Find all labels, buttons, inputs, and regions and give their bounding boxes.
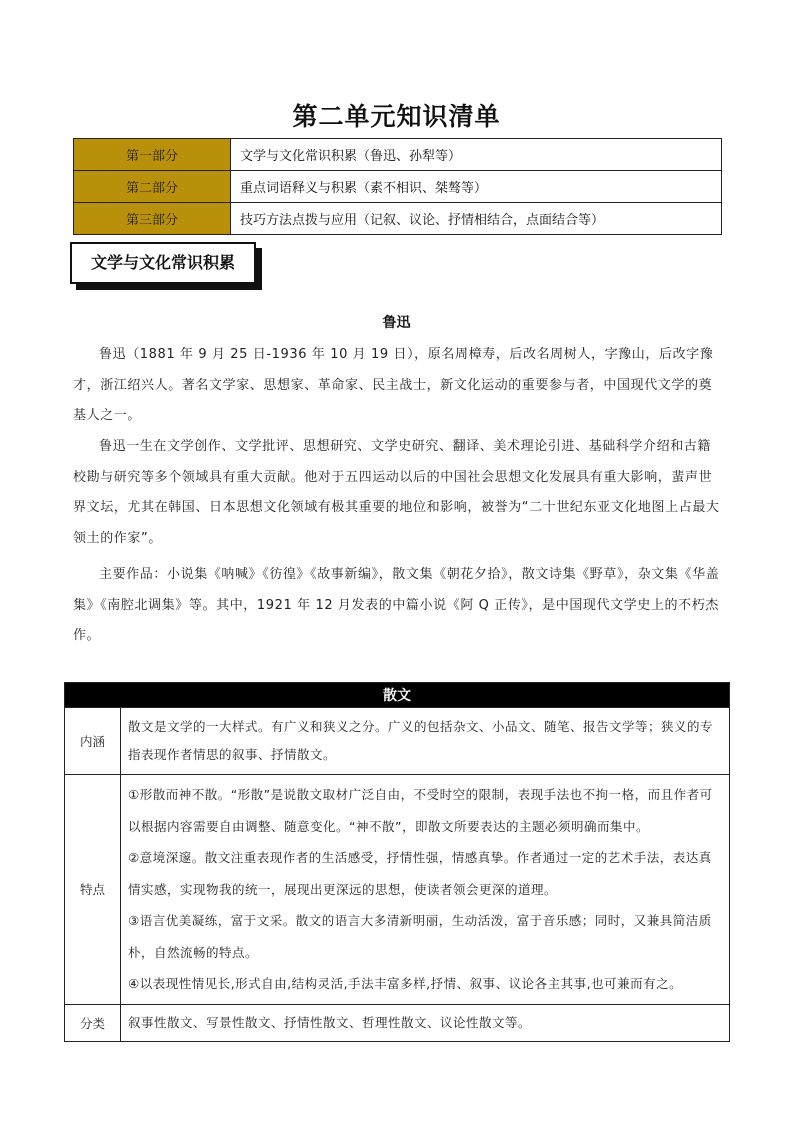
row-label-intro: 内涵 [65,708,121,775]
section-banner [70,242,264,292]
row-text-types: 叙事性散文、写景性散文、抒情性散文、哲理性散文、议论性散文等。 [121,1004,730,1041]
toc-row [74,139,722,171]
author-name: 鲁迅 [382,315,411,331]
section-title: 文学与文化常识积累 [90,253,235,272]
author-works-paragraph: 主要作品：小说集《呐喊》《彷徨》《故事新编》，散文集《朝花夕拾》，散文诗集《野草》，杂文集《华盖集》《南腔北调集》等。其中，1921 年 12 月发表的中篇小说《阿 Q 正传》，是中国现代文学史上的不朽杰作。 [73,567,720,643]
prose-row-features [65,775,730,1005]
feature-item: ②意境深邃。散文注重表现作者的生活感受，抒情性强，情感真挚。作者通过一定的艺术手法，表达真情实感，实现物我的统一，展现出更深远的思想，使读者领会更深的道理。 [128,850,712,897]
toc-label: 第三部分 [74,203,231,235]
author-contribution-paragraph: 鲁迅一生在文学创作、文学批评、思想研究、文学史研究、翻译、美术理论引进、基础科学介绍和古籍校勘与研究等多个领域具有重大贡献。他对于五四运动以后的中国社会思想文化发展具有重大影响，蜚声世界文坛，尤其在韩国、日本思想文化领域有极其重要的地位和影响，被誉为“二十世纪东亚文化地图上占最大领土的作家”。 [73,439,720,546]
toc-label: 第一部分 [74,139,231,171]
prose-table [64,682,730,1042]
toc-text: 文学与文化常识积累（鲁迅、孙犁等） [231,139,722,171]
prose-row-intro [65,708,730,775]
toc-row [74,171,722,203]
toc-table [73,138,722,235]
toc-row [74,203,722,235]
toc-label: 第二部分 [74,171,231,203]
toc-text: 重点词语释义与积累（素不相识、桀骜等） [231,171,722,203]
row-text-features [121,775,730,1005]
row-label-types: 分类 [65,1004,121,1041]
feature-item: ④以表现性情见长,形式自由,结构灵活,手法丰富多样,抒情、叙事、议论各主其事,也可兼而有之。 [128,976,683,991]
prose-table-heading: 散文 [65,683,730,708]
page-title: 第二单元知识清单 [292,102,501,131]
prose-row-types [65,1004,730,1041]
author-bio-paragraph: 鲁迅（1881 年 9 月 25 日-1936 年 10 月 19 日），原名周樟寿，后改名周树人，字豫山，后改字豫才，浙江绍兴人。著名文学家、思想家、革命家、民主战士，新文化运动的重要参与者，中国现代文学的奠基人之一。 [73,347,714,423]
feature-item: ①形散而神不散。“形散”是说散文取材广泛自由，不受时空的限制，表现手法也不拘一格，而且作者可以根据内容需要自由调整、随意变化。“神不散”，即散文所要表达的主题必须明确而集中。 [128,787,713,834]
row-text-intro: 散文是文学的一大样式。有广义和狭义之分。广义的包括杂文、小品文、随笔、报告文学等；狭义的专指表现作者情思的叙事、抒情散文。 [121,708,730,775]
feature-item: ③语言优美凝练，富于文采。散文的语言大多清新明丽，生动活泼，富于音乐感；同时，又兼具简洁质朴，自然流畅的特点。 [128,913,712,960]
row-label-features: 特点 [65,775,121,1005]
toc-text: 技巧方法点拨与应用（记叙、议论、抒情相结合，点面结合等） [231,203,722,235]
